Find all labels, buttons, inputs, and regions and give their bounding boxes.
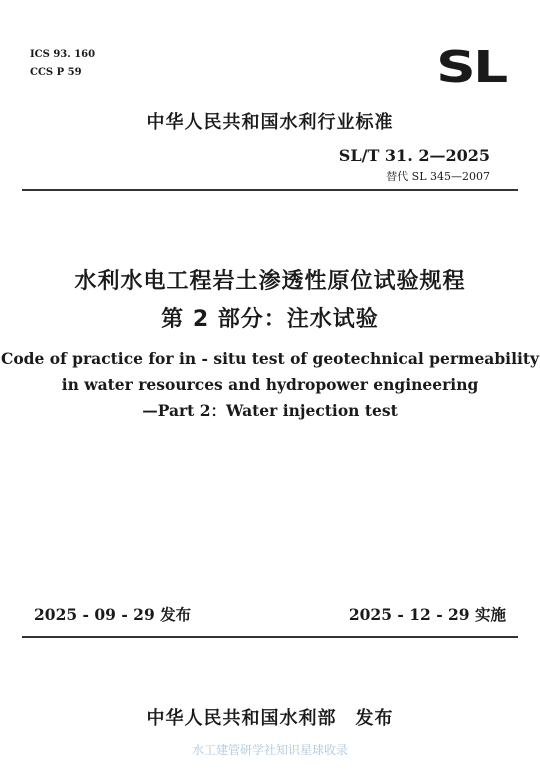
replaces-standard: 替代 SL 345—2007 (386, 170, 490, 183)
english-title-line-1: Code of practice for in - situ test of geotechnical permeability (0, 349, 540, 368)
publish-date: 2025 - 09 - 29 发布 (34, 605, 192, 624)
chinese-title-line-1: 水利水电工程岩土渗透性原位试验规程 (74, 269, 466, 294)
chinese-title-line-2: 第 2 部分：注水试验 (161, 307, 379, 332)
english-title-line-2: in water resources and hydropower engineering (61, 375, 479, 394)
watermark-text: 水工建管研学社知识星球收录 (191, 743, 348, 757)
ccs-code: CCS P 59 (30, 67, 82, 78)
implement-date: 2025 - 12 - 29 实施 (348, 605, 506, 624)
sl-logo: SL (436, 42, 506, 93)
standard-number: SL/T 31. 2—2025 (338, 146, 490, 165)
ics-code: ICS 93. 160 (30, 49, 96, 60)
bottom-divider (22, 636, 518, 638)
english-title-line-3: —Part 2：Water injection test (142, 401, 398, 420)
issuing-authority: 中华人民共和国水利部 发布 (146, 708, 394, 729)
standard-category: 中华人民共和国水利行业标准 (146, 112, 394, 133)
top-divider (22, 189, 518, 191)
